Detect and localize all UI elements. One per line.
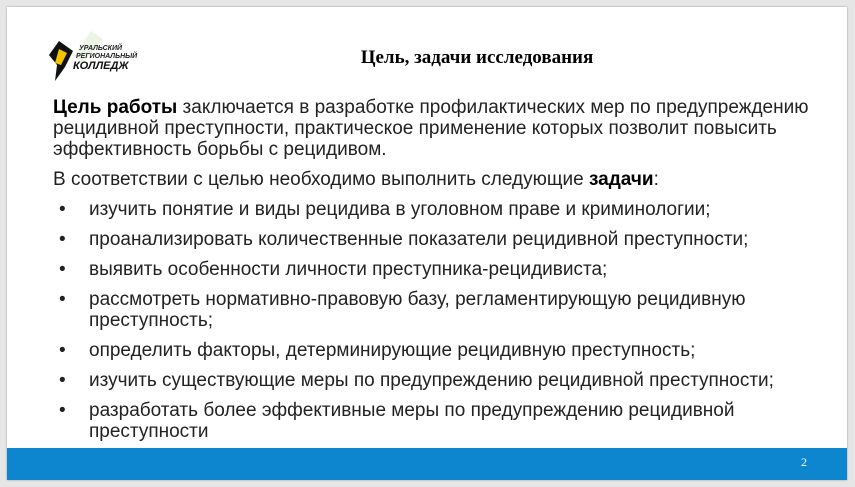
tasks-label: задачи xyxy=(588,169,654,190)
task-text: изучить существующие меры по предупреждению рецидивной преступности; xyxy=(89,370,774,391)
tasks-colon: : xyxy=(653,169,659,190)
logo-line3: КОЛЛЕДЖ xyxy=(73,60,129,72)
task-item xyxy=(53,289,823,331)
bullet: • xyxy=(59,259,66,280)
task-item xyxy=(53,370,823,391)
tasks-list xyxy=(53,199,823,442)
bullet: • xyxy=(59,289,66,310)
task-item xyxy=(53,340,823,361)
slide-title: Цель, задачи исследования xyxy=(360,47,594,68)
task-item xyxy=(53,259,823,280)
task-text: разработать более эффективные меры по предупреждению рецидивной преступности xyxy=(89,400,735,442)
goal-text: заключается в разработке профилактических мер по предупреждению рецидивной преступности, практическое применение которых позволит повысить эффективность борьбы с рецидивом. xyxy=(53,97,809,160)
task-text: выявить особенности личности преступника-рецидивиста; xyxy=(89,259,608,280)
footer-bar xyxy=(7,448,847,480)
task-text: определить факторы, детерминирующие рецидивную преступность; xyxy=(89,340,696,361)
college-logo-graphic xyxy=(43,29,143,89)
tasks-intro-paragraph xyxy=(53,169,823,190)
logo-line1: УРАЛЬСКИЙ xyxy=(79,45,123,52)
page-number: 2 xyxy=(801,455,807,469)
slide xyxy=(7,7,847,480)
logo-line2: РЕГИОНАЛЬНЫЙ xyxy=(76,53,138,60)
bullet: • xyxy=(59,340,66,361)
task-item xyxy=(53,199,823,220)
slide-content xyxy=(53,97,823,451)
task-text: проанализировать количественные показатели рецидивной преступности; xyxy=(89,229,749,250)
task-text: рассмотреть нормативно-правовую базу, регламентирующую рецидивную преступность; xyxy=(89,289,746,331)
tasks-intro-text: В соответствии с целью необходимо выполнить следующие xyxy=(53,169,589,190)
task-text: изучить понятие и виды рецидива в уголовном праве и криминологии; xyxy=(89,199,711,220)
goal-paragraph xyxy=(53,97,823,160)
bullet: • xyxy=(59,400,66,421)
bullet: • xyxy=(59,199,66,220)
bullet: • xyxy=(59,229,66,250)
goal-label: Цель работы xyxy=(53,97,178,118)
bullet: • xyxy=(59,370,66,391)
college-logo xyxy=(43,29,143,89)
task-item xyxy=(53,400,823,442)
task-item xyxy=(53,229,823,250)
